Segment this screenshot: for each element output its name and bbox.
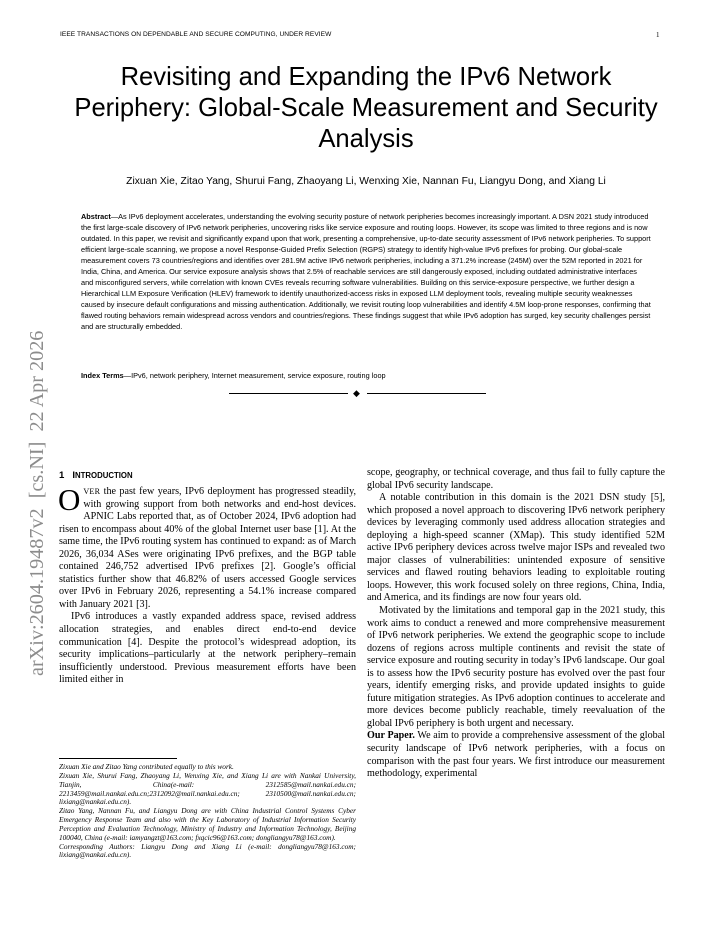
section-title-initial: I — [72, 470, 76, 481]
section-title-rest: NTRODUCTION — [75, 471, 133, 480]
section-number: 1 — [59, 470, 65, 481]
drop-cap: O — [58, 482, 81, 517]
footnote-equal-contribution: Zixuan Xie and Zitao Yang contributed equally to this work. — [59, 762, 234, 771]
our-paper-lead: Our Paper. — [367, 730, 415, 742]
lead-smallcaps: VER — [83, 487, 101, 496]
left-column — [59, 466, 356, 687]
footnote-corresponding-authors: Corresponding Authors: Liangyu Dong and Xiang Li (e-mail: dongliangyu78@163.com; lixiang@nankai.edu.cn). — [59, 841, 356, 860]
index-terms-text: —IPv6, network periphery, Internet measurement, service exposure, routing loop — [123, 371, 386, 380]
our-paper-text: We aim to provide a comprehensive assessment of the global security landscape of IPv6 network peripheries, with a focus on comparison with the past four years. We first introduce our measurement methodology, experimental — [367, 730, 665, 780]
footnote-affiliation-nankai: Zixuan Xie, Shurui Fang, Zhaoyang Li, Wenxing Xie, and Xiang Li are with Nankai University, Tianjin, China(e-mail: 2312585@mail.nankai.edu.cn; 2213459@mail.nankai.edu.cn;2312092@mail.nankai.edu.cn; 2310500@mail.nankai.edu.cn; lixiang@nankai.edu.cn). — [59, 770, 356, 807]
paper-title: Revisiting and Expanding the IPv6 Network Periphery: Global-Scale Measurement and Security Analysis — [74, 63, 658, 153]
arxiv-stamp — [1, 266, 61, 676]
heading-spacer — [59, 466, 356, 486]
right-paragraph-3: Motivated by the limitations and temporal gap in the 2021 study, this work aims to conduct a renewed and more comprehensive measurement of IPv6 network peripheries. We extend the geographic scope to include dozens of regions across multiple continents and revisit the state of service exposure and routing security in today’s IPv6 landscape. Our goal is to assess how the IPv6 security posture has evolved over the past four years, identify emerging risks, and provide updated insights to guide future mitigation strategies. As IPv6 adoption continues to accelerate and more devices become publicly reachable, timely reevaluation of the global IPv6 periphery is both urgent and necessary. — [367, 605, 665, 729]
abstract-text: —As IPv6 deployment accelerates, understanding the evolving security posture of network peripheries becomes increasingly important. A DSN 2021 study introduced the first large-scale discovery of IPv6 network peripheries, uncovering risks like service exposure and routing loops. However, its scope was limited to three regions and is now outdated. In this paper, we revisit and significantly expand upon that work, presenting a comprehensive, up-to-date security assessment of IPv6 network peripheries. To support efficient large-scale scanning, we propose a novel Response-Guided Prefix Selection (RGPS) strategy to identify high-value IPv6 prefixes for probing. Our global-scale measurement covers 73 countries/regions and identifies over 281.9M active IPv6 network peripheries, including a 371.2% increase (245M) over the 52M reported in 2021 for India, China, and America. Our service exposure analysis shows that 2.5% of reachable services are still dangerously exposed, including outdated administrative interfaces and misconfigured servers, while correlation with known CVEs reveals recurring software vulnerabilities. Building on this service-exposure perspective, we further design a Hierarchical LLM Exposure Verification (HLEV) framework to identify unauthorized-access risks in exposed LLM deployment tools, revealing multiple security weaknesses caused by insecure default configurations and missing authentication. Additionally, we revisit routing loop vulnerabilities and identify 4.5M loop-prone responses, confirming that flawed routing behaviors remain widespread across vendors and countries/regions. These findings suggest that while IPv6 adoption has surged, key security challenges persist and are structurally embedded. — [81, 212, 651, 331]
running-head: IEEE TRANSACTIONS ON DEPENDABLE AND SECURE COMPUTING, UNDER REVIEW — [60, 31, 332, 38]
divider-left — [229, 393, 348, 394]
footnote-affiliation-cics: Zitao Yang, Nannan Fu, and Liangyu Dong are with China Industrial Control Systems Cyber Emergency Response Team and also with the Key Laboratory of Industrial Information Security Perception and Evaluation Technology, Ministry of Industry and Information Technology, Beijing 100040, China (e-mail: iamyangzt@163.com; fxqcic96@163.com; dongliangyu78@163.com). — [59, 806, 356, 842]
divider-right — [367, 393, 486, 394]
page-number: 1 — [656, 31, 660, 39]
abstract — [81, 212, 651, 332]
author-list: Zixuan Xie, Zitao Yang, Shurui Fang, Zhaoyang Li, Wenxing Xie, Nannan Fu, Liangyu Dong, and Xiang Li — [126, 176, 606, 187]
right-paragraph-1: scope, geography, or technical coverage, and thus fail to fully capture the global IPv6 security landscape. — [367, 467, 665, 491]
abstract-label: Abstract — [81, 212, 111, 221]
arxiv-stamp-text: arXiv:2604.19487v2 [cs.NI] 22 Apr 2026 — [26, 330, 48, 676]
our-paper-paragraph — [367, 730, 665, 780]
intro-paragraph-2: IPv6 introduces a vastly expanded address space, revised address allocation strategies, and enables direct end-to-end device communication [4]. Despite the protocol’s widespread adoption, its security implications–particularly at the network periphery–remain insufficiently understood. Previous measurement efforts have been limited either in — [59, 611, 356, 686]
intro-paragraph-1-text: the past few years, IPv6 deployment has progressed steadily, with growing support from both networks and end-host devices. APNIC Labs reported that, as of October 2024, IPv6 adoption had risen to encompass about 40% of the global Internet user base [1]. At the same time, the IPv6 routing system has continued to expand: as of March 2026, 36,034 ASes were originating IPv6 prefixes, and the BGP table contained 246,752 advertised IPv6 prefixes [2]. Google’s official statistics further show that 46.82% of users accessed Google services over IPv6 in February 2026, representing a 54.1% increase compared with January 2021 [3]. — [59, 486, 356, 610]
index-terms-label: Index Terms — [81, 371, 124, 380]
diamond-separator-icon: ◆ — [353, 388, 360, 398]
intro-paragraph-1 — [58, 482, 356, 611]
right-paragraph-2: A notable contribution in this domain is the 2021 DSN study [5], which proposed a novel approach to discovering IPv6 network periphery devices by leveraging commonly used address allocation strategies and deploying a high-speed scanner (XMap). This study identified 52M active IPv6 periphery devices across twelve major ISPs and revealed two major classes of vulnerabilities: unintended exposure of sensitive services and flawed routing behaviors leading to exploitable routing loops. However, this work focused solely on three regions, China, India, and America, and its findings are now four years old. — [367, 492, 665, 604]
footnote-rule — [59, 758, 177, 759]
right-column — [367, 467, 665, 781]
index-terms — [81, 370, 651, 381]
footnote-block — [59, 763, 356, 860]
